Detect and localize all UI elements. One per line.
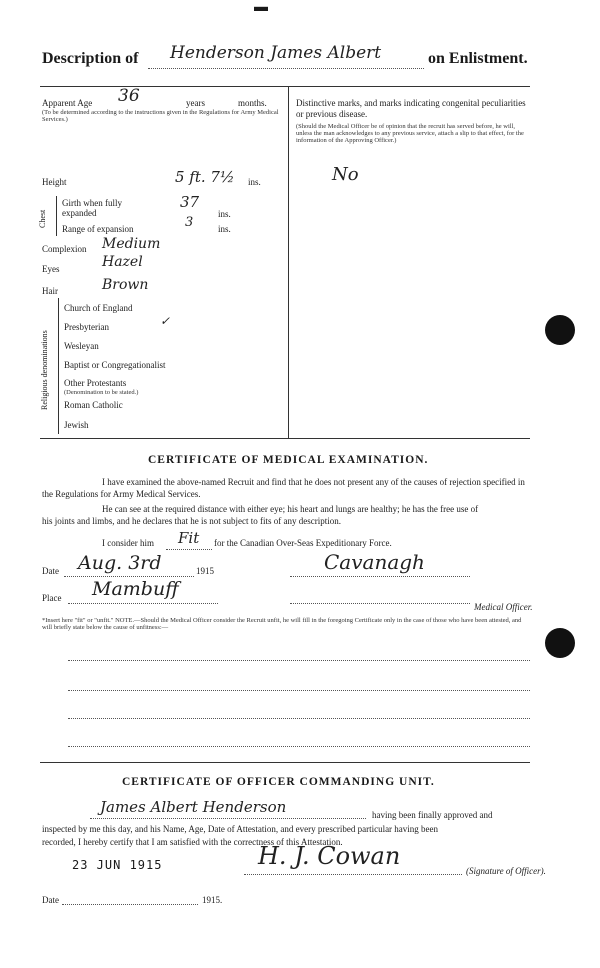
chest-label: Chest	[38, 209, 47, 228]
medical-place-label: Place	[42, 593, 62, 603]
medical-paragraph-2a: He can see at the required distance with either eye; his heart and lungs are healthy; he has the free use of	[102, 504, 479, 514]
unfitness-line	[68, 746, 530, 747]
medical-paragraph-1: I have examined the above-named Recruit and find that he does not present any of the causes of rejection specified in the Regulations for Army Medical Services.	[42, 477, 525, 499]
religion-presbyterian: Presbyterian	[64, 322, 109, 332]
medical-date-value: Aug. 3rd	[78, 552, 162, 574]
girth-value: 37	[180, 193, 200, 211]
medical-place-rule	[68, 603, 218, 604]
on-enlistment-label: on Enlistment.	[428, 50, 528, 67]
distinctive-marks-note: (Should the Medical Officer be of opinion that the recruit has served before, he will, unless the man acknowledges to any previous service, attach a slip to that effect, for the information of the Approving Officer.)	[296, 123, 524, 144]
religion-jewish: Jewish	[64, 420, 89, 430]
unfitness-line	[68, 718, 530, 719]
girth-label: Girth when fully expanded	[62, 198, 122, 218]
religion-church-of-england: Church of England	[64, 303, 133, 313]
girth-unit: ins.	[218, 209, 231, 219]
commanding-line1-suffix: having been finally approved and	[372, 810, 493, 820]
medical-officer-signature: Cavanagh	[324, 550, 425, 574]
medical-paragraph-2b: his joints and limbs, and he declares that he is not subject to fits of any description.	[42, 516, 341, 526]
recruit-name-handwritten: Henderson James Albert	[170, 43, 382, 63]
medical-date-label: Date	[42, 566, 59, 576]
signature-rule	[290, 576, 470, 577]
consider-prefix: I consider him	[102, 538, 154, 548]
range-label: Range of expansion	[62, 224, 134, 234]
eyes-value: Hazel	[102, 254, 143, 270]
medical-place-value: Mambuff	[92, 578, 179, 600]
unfitness-line	[68, 690, 530, 691]
chest-bracket	[56, 196, 57, 236]
hair-value: Brown	[102, 277, 149, 293]
section-divider	[40, 762, 530, 763]
height-unit: ins.	[248, 177, 261, 187]
commanding-signature-rule	[244, 874, 462, 875]
apparent-age-label: Apparent Age	[42, 98, 93, 108]
description-of-label: Description of	[42, 50, 139, 67]
commanding-line3: recorded, I hereby certify that I am satisfied with the correctness of this Attestation.	[42, 837, 343, 847]
range-value: 3	[185, 215, 194, 230]
top-mark: ▬	[254, 0, 268, 15]
consider-rule	[166, 549, 212, 550]
medical-certificate-heading: CERTIFICATE OF MEDICAL EXAMINATION.	[148, 454, 429, 466]
medical-date-year: 1915	[196, 566, 214, 576]
commanding-certificate-heading: CERTIFICATE OF OFFICER COMMANDING UNIT.	[122, 776, 435, 788]
range-unit: ins.	[218, 224, 231, 234]
consider-suffix: for the Canadian Over-Seas Expeditionary Force.	[214, 538, 392, 548]
height-value: 5 ft. 7½	[175, 168, 235, 186]
commanding-recruit-name: James Albert Henderson	[100, 798, 287, 816]
column-divider	[288, 86, 289, 438]
unfitness-line	[68, 660, 530, 661]
eyes-label: Eyes	[42, 264, 60, 274]
religious-denominations-label: Religious denominations	[40, 330, 49, 410]
complexion-value: Medium	[102, 236, 161, 252]
complexion-label: Complexion	[42, 244, 87, 254]
religion-wesleyan: Wesleyan	[64, 341, 99, 351]
consider-value: Fit	[178, 529, 200, 547]
apparent-age-value: 36	[118, 86, 140, 106]
commanding-date-rule	[62, 904, 198, 905]
distinctive-marks-label: Distinctive marks, and marks indicating congenital peculiarities or previous disease.	[296, 98, 526, 119]
religion-baptist: Baptist or Congregationalist	[64, 360, 166, 370]
commanding-date-label: Date	[42, 895, 59, 905]
signature-of-officer-label: (Signature of Officer).	[466, 866, 546, 876]
punch-hole-upper	[545, 315, 575, 345]
table-bottom-border	[40, 438, 530, 439]
commanding-officer-signature: H. J. Cowan	[258, 842, 401, 870]
table-top-border	[40, 86, 530, 87]
religion-denomination-note: (Denomination to be stated.)	[64, 389, 139, 396]
distinctive-marks-value: No	[332, 164, 359, 185]
height-label: Height	[42, 177, 67, 187]
punch-hole-lower	[545, 628, 575, 658]
medical-officer-label: Medical Officer.	[474, 602, 533, 612]
religion-presbyterian-mark: ✓	[160, 314, 171, 328]
religion-roman-catholic: Roman Catholic	[64, 400, 123, 410]
medical-note: *Insert here "fit" or "unfit." NOTE.—Should the Medical Officer consider the Recruit unfit, he will fill in the foregoing Certificate only in the case of those who have been attested, and will briefly state below the cause of unfitness:—	[42, 617, 522, 631]
religion-bracket	[58, 298, 59, 434]
commanding-line2: inspected by me this day, and his Name, Age, Date of Attestation, and every prescribed particular having been	[42, 824, 439, 834]
hair-label: Hair	[42, 286, 58, 296]
date-stamp: 23 JUN 1915	[72, 858, 163, 872]
commanding-date-year: 1915.	[202, 895, 223, 905]
years-label: years	[186, 98, 205, 108]
name-rule	[148, 68, 424, 69]
medical-officer-rule	[290, 603, 470, 604]
religion-other-protestants: Other Protestants	[64, 378, 127, 388]
commanding-name-rule	[90, 818, 366, 819]
months-label: months.	[238, 98, 267, 108]
medical-date-rule	[64, 576, 194, 577]
age-note: (To be determined according to the instructions given in the Regulations for Army Medical Services.)	[42, 109, 279, 123]
